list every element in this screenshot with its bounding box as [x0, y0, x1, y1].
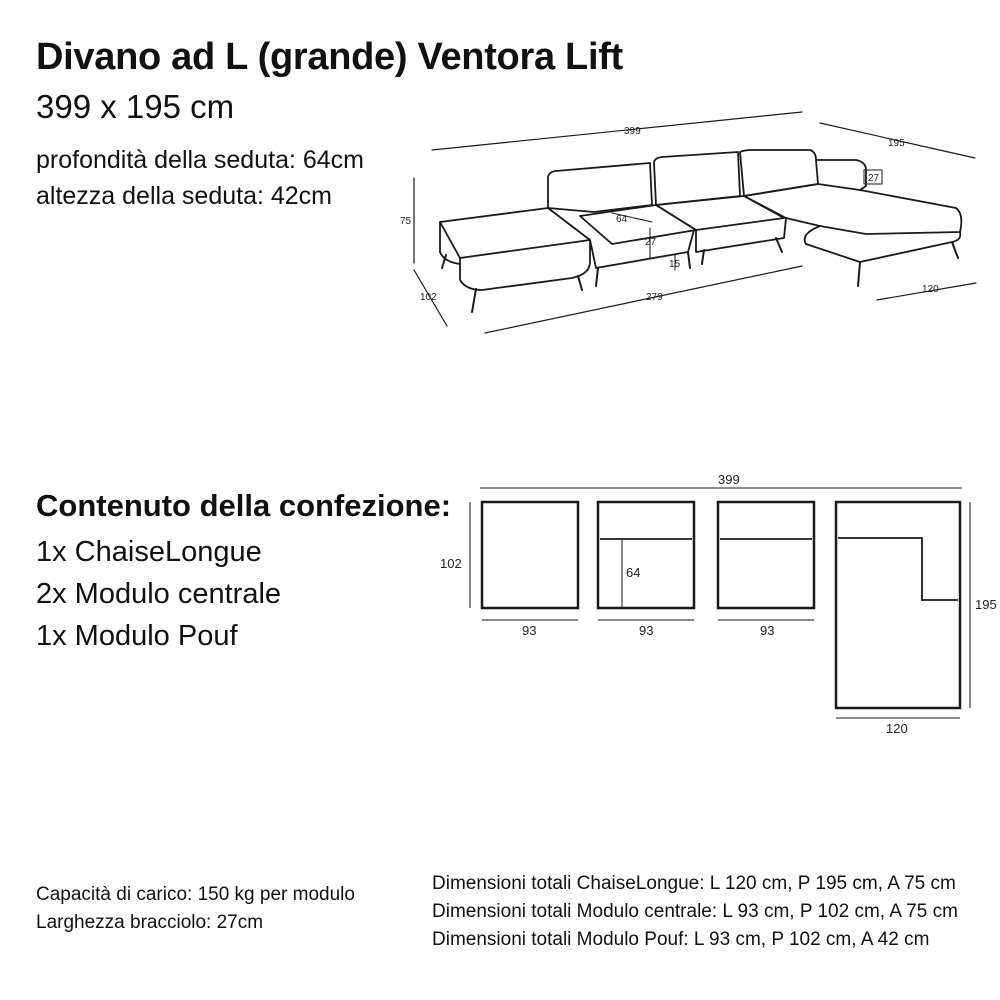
contents-title: Contenuto della confezione:: [36, 488, 452, 523]
content-item-pouf: 1x Modulo Pouf: [36, 620, 238, 652]
sketch-width-label: 399: [624, 126, 641, 137]
content-item-central: 2x Modulo centrale: [36, 578, 282, 610]
plan-central-2-width-label: 93: [760, 623, 775, 638]
plan-central-module-2: [718, 502, 814, 608]
chaise-legs: [858, 242, 958, 286]
seat-height-spec: altezza della seduta: 42cm: [36, 182, 333, 210]
sketch-leg-label: 15: [669, 259, 681, 270]
plan-chaise-backrest: [838, 538, 958, 600]
pouf-top: [440, 208, 590, 258]
page-title: Divano ad L (grande) Ventora Lift: [36, 36, 623, 78]
plan-central-1-width-label: 93: [639, 623, 654, 638]
plan-module-depth-label: 102: [440, 556, 462, 571]
sketch-height-label: 75: [400, 216, 412, 227]
chaise-dimensions: Dimensioni totali ChaiseLongue: L 120 cm, P 195 cm, A 75 cm: [432, 873, 956, 894]
plan-pouf: [482, 502, 578, 608]
chaise-top: [744, 184, 961, 234]
base-dim-line: [485, 266, 802, 333]
plan-central-module-1: [598, 502, 694, 608]
overall-size: 399 x 195 cm: [36, 88, 235, 125]
backrest-left: [548, 163, 652, 212]
sketch-base-width-label: 279: [646, 292, 663, 303]
sketch-arm-label: 27: [868, 173, 880, 184]
width-dim-line: [432, 112, 802, 150]
sketch-seat-label: 64: [616, 214, 628, 225]
pouf-dimensions: Dimensioni totali Modulo Pouf: L 93 cm, P 102 cm, A 42 cm: [432, 929, 930, 950]
sketch-back-label: 27: [645, 237, 657, 248]
plan-chaise-width-label: 120: [886, 721, 908, 736]
central-seat-2-top: [656, 196, 784, 230]
sketch-chaise-width-label: 120: [922, 284, 939, 295]
plan-chaise: [836, 502, 960, 708]
capacity-note: Capacità di carico: 150 kg per modulo: [36, 884, 355, 905]
backrest-right: [740, 150, 818, 196]
seat-depth-spec: profondità della seduta: 64cm: [36, 146, 364, 174]
armrest-note: Larghezza bracciolo: 27cm: [36, 912, 264, 933]
content-item-chaise: 1x ChaiseLongue: [36, 536, 262, 568]
plan-seat-depth-label: 64: [626, 565, 641, 580]
plan-pouf-width-label: 93: [522, 623, 537, 638]
plan-chaise-depth-label: 195: [975, 597, 997, 612]
plan-total-width-label: 399: [718, 472, 740, 487]
chaise-front: [805, 226, 961, 262]
sketch-depth-label: 195: [888, 138, 905, 149]
central-dimensions: Dimensioni totali Modulo centrale: L 93 cm, P 102 cm, A 75 cm: [432, 901, 958, 922]
sketch-pouf-depth-label: 102: [420, 292, 437, 303]
plan-view: [470, 488, 970, 718]
pouf-body: [440, 222, 590, 290]
